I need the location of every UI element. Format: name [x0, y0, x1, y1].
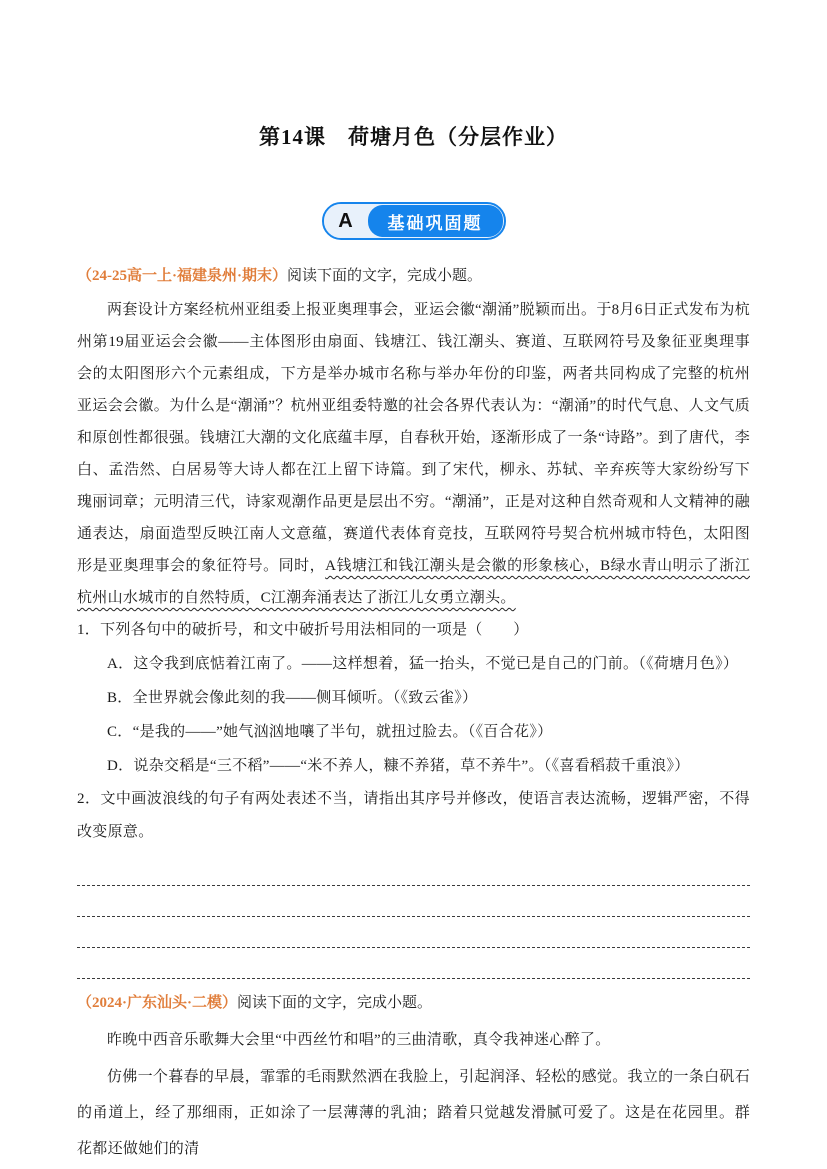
exercise1-source-line [77, 264, 750, 288]
question-1-option-d: D．说杂交稻是“三不稻”——“米不养人，糠不养猪，草不养牛”。（《喜看稻菽千重浪》） [107, 758, 690, 774]
exercise2-source-line [77, 991, 750, 1015]
question-1-option-b: B．全世界就会像此刻的我——侧耳倾听。（《致云雀》） [107, 690, 478, 706]
answer-line-2 [77, 886, 750, 917]
exercise1-source-tag: （24-25高一上·福建泉州·期末） [77, 268, 288, 284]
answer-line-4 [77, 948, 750, 979]
exercise1-passage [77, 294, 750, 614]
exercise2-read-prompt: 阅读下面的文字，完成小题。 [237, 995, 433, 1011]
exercise2-paragraph-1: 昨晚中西音乐歌舞大会里“中西丝竹和唱”的三曲清歌，真令我神迷心醉了。 [107, 1032, 611, 1048]
passage-wavy-underlined-text: A钱塘江和钱江潮头是会徽的形象核心，B绿水青山明示了浙江杭州山水城市的自然特质，C江潮奔涌表达了浙江儿女勇立潮头。 [77, 558, 750, 606]
section-a-badge [322, 202, 506, 240]
question-1-option-a: A．这令我到底惦着江南了。——这样想着，猛一抬头，不觉已是自己的门前。（《荷塘月色》） [107, 656, 739, 672]
exercise2-source-tag: （2024·广东汕头·二模） [77, 995, 238, 1011]
exercise1-read-prompt: 阅读下面的文字，完成小题。 [287, 268, 483, 284]
answer-line-3 [77, 917, 750, 948]
question-1-stem: 1．下列各句中的破折号，和文中破折号用法相同的一项是（ ） [77, 622, 529, 638]
answer-area [77, 855, 750, 979]
question-1-option-c: C．“是我的——”她气汹汹地嚷了半句，就扭过脸去。（《百合花》） [107, 724, 553, 740]
badge-letter: A [324, 204, 368, 238]
answer-line-1 [77, 855, 750, 886]
page-title: 第14课 荷塘月色（分层作业） [259, 125, 568, 149]
question-2-stem: 2．文中画波浪线的句子有两处表述不当，请指出其序号并修改，使语言表达流畅，逻辑严密，不得改变原意。 [77, 791, 750, 840]
passage-main-text: 两套设计方案经杭州亚组委上报亚奥理事会，亚运会徽“潮涌”脱颖而出。于8月6日正式发布为杭州第19届亚运会会徽——主体图形由扇面、钱塘江、钱江潮头、赛道、互联网符号及象征亚奥理事会的太阳图形六个元素组成，下方是举办城市名称与举办年份的印鉴，两者共同构成了完整的杭州亚运会会徽。为什么是“潮涌”？杭州亚组委特邀的社会各界代表认为：“潮涌”的时代气息、人文气质和原创性都很强。钱塘江大潮的文化底蕴丰厚，自春秋开始，逐渐形成了一条“诗路”。到了唐代，李白、孟浩然、白居易等大诗人都在江上留下诗篇。到了宋代，柳永、苏轼、辛弃疾等大家纷纷写下瑰丽词章；元明清三代，诗家观潮作品更是层出不穷。“潮涌”，正是对这种自然奇观和人文精神的融通表达，扇面造型反映江南人文意蕴，赛道代表体育竞技，互联网符号契合杭州城市特色，太阳图形是亚奥理事会的象征符号。同时， [77, 302, 750, 574]
section-badge-row [77, 202, 750, 240]
badge-label: 基础巩固题 [368, 205, 503, 237]
exercise2-paragraph-2: 仿佛一个暮春的早晨，霏霏的毛雨默然洒在我脸上，引起润泽、轻松的感觉。我立的一条白矾石的甬道上，经了那细雨，正如涂了一层薄薄的乳油；踏着只觉越发滑腻可爱了。这是在花园里。群花都还做她们的清 [77, 1069, 750, 1157]
